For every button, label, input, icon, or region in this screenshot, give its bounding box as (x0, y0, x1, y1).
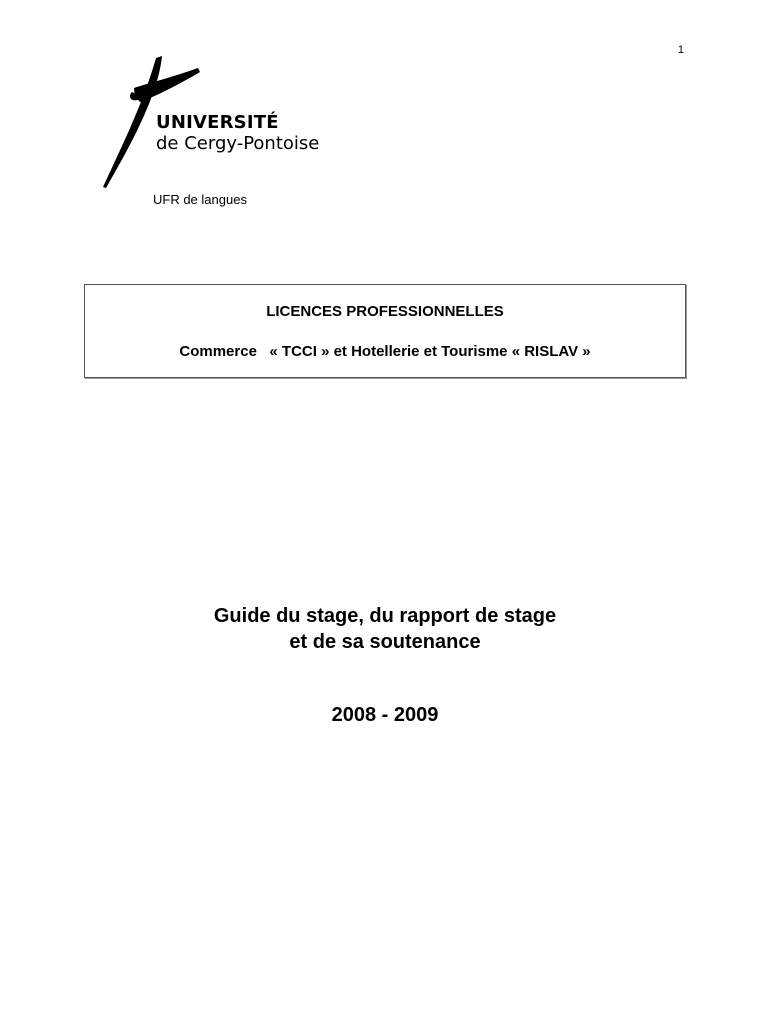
university-logo (100, 56, 340, 190)
logo-university-name: de Cergy-Pontoise (156, 133, 320, 154)
programme-title: LICENCES PROFESSIONNELLES (266, 303, 504, 320)
programme-subtitle: Commerce « TCCI » et Hotellerie et Tourisme « RISLAV » (179, 343, 591, 360)
page-number: 1 (677, 44, 684, 56)
academic-year: 2008 - 2009 (331, 704, 439, 726)
logo-university-label: UNIVERSITÉ (156, 112, 279, 133)
programme-box (84, 284, 686, 378)
department-label: UFR de langues (153, 192, 247, 207)
document-title-line2: et de sa soutenance (289, 631, 481, 653)
document-title-line1: Guide du stage, du rapport de stage (213, 605, 557, 627)
